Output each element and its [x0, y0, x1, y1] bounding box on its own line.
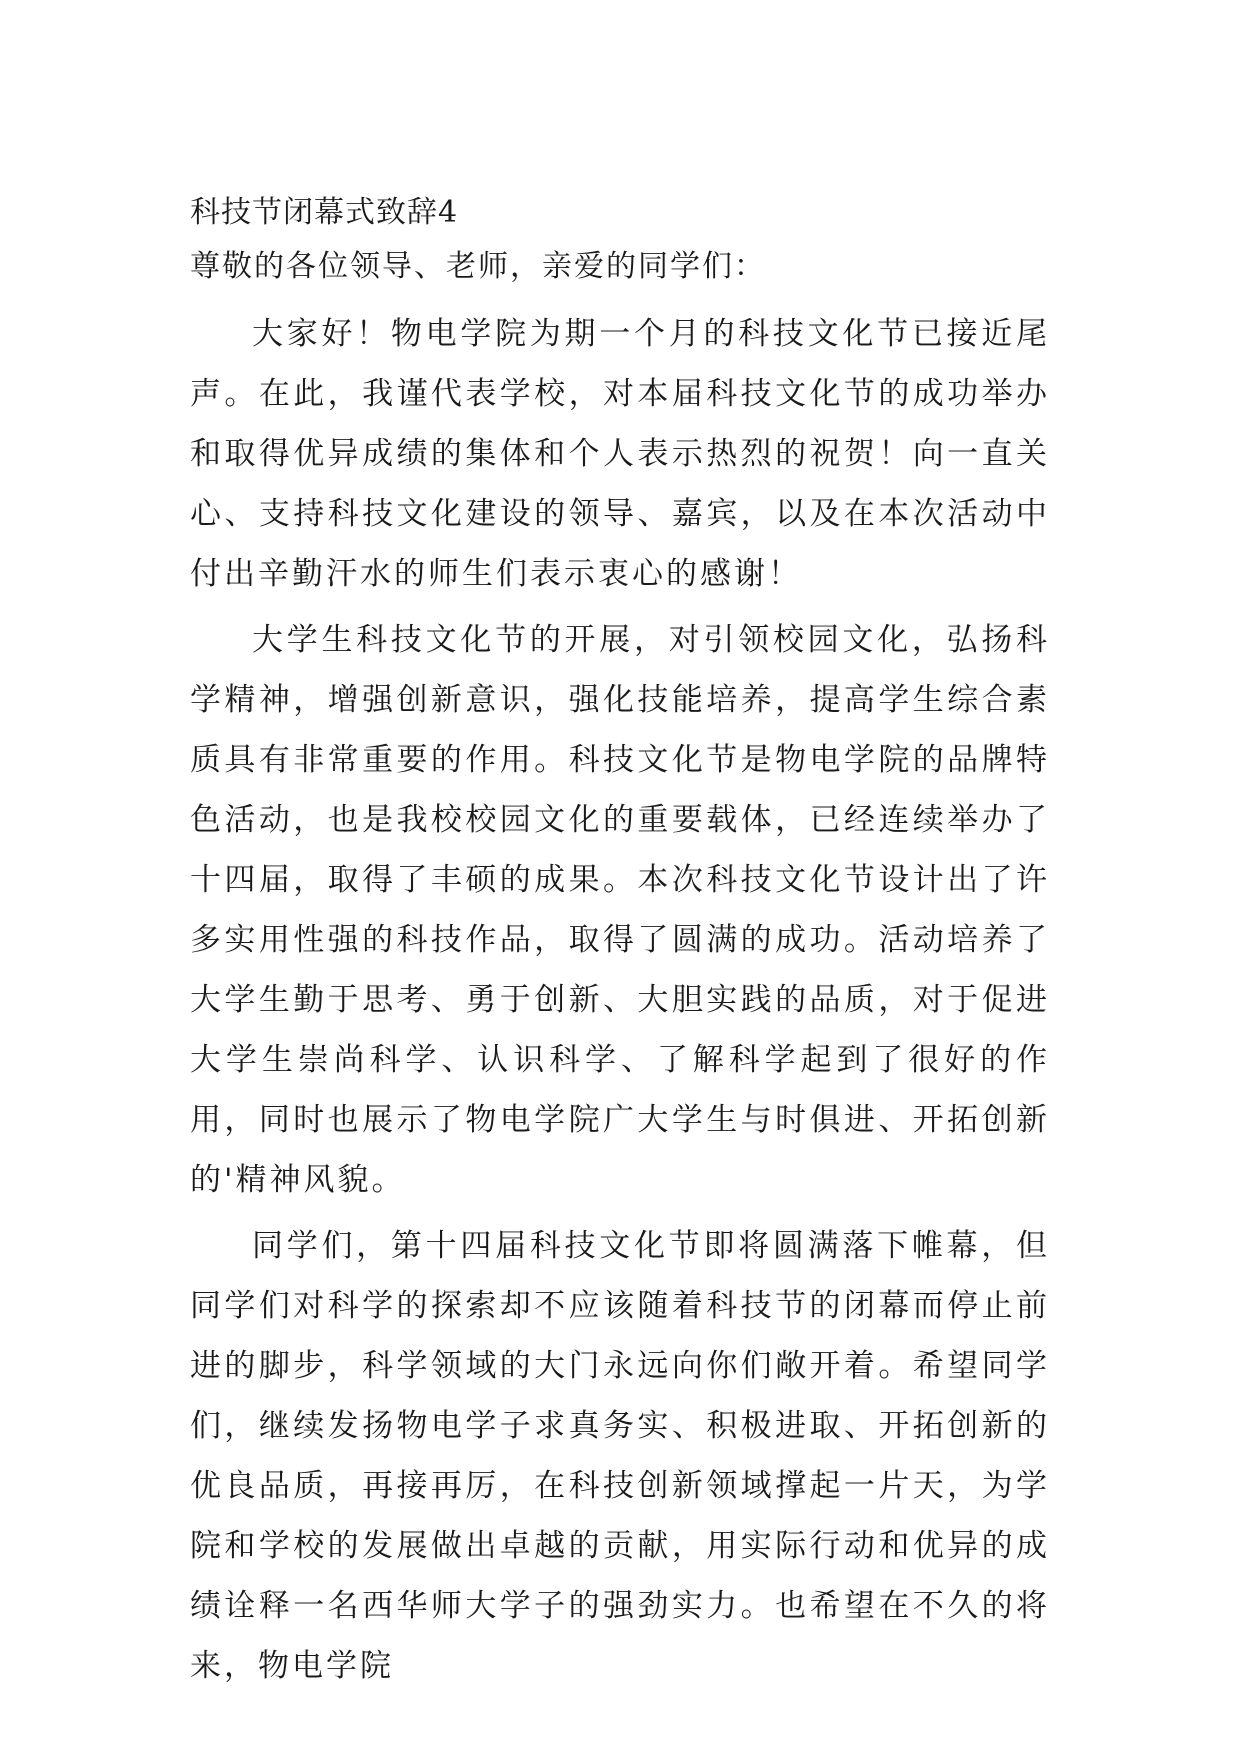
document-body: [190, 190, 1050, 1702]
paragraph-greeting: 大家好！物电学院为期一个月的科技文化节已接近尾声。在此，我谨代表学校，对本届科技文化节的成功举办和取得优异成绩的集体和个人表示热烈的祝贺！向一直关心、支持科技文化建设的领导、嘉宾，以及在本次活动中付出辛勤汗水的师生们表示衷心的感谢！: [190, 316, 1050, 592]
document-title: 科技节闭幕式致辞4: [190, 195, 459, 230]
paragraph-significance: 大学生科技文化节的开展，对引领校园文化，弘扬科学精神，增强创新意识，强化技能培养，提高学生综合素质具有非常重要的作用。科技文化节是物电学院的品牌特色活动，也是我校校园文化的重要载体，已经连续举办了十四届，取得了丰硕的成果。本次科技文化节设计出了许多实用性强的科技作品，取得了圆满的成功。活动培养了大学生勤于思考、勇于创新、大胆实践的品质，对于促进大学生崇尚科学、认识科学、了解科学起到了很好的作用，同时也展示了物电学院广大学生与时俱进、开拓创新的'精神风貌。: [190, 622, 1050, 1198]
salutation: 尊敬的各位领导、老师，亲爱的同学们：: [190, 249, 766, 284]
paragraph-closing: 同学们，第十四届科技文化节即将圆满落下帷幕，但同学们对科学的探索却不应该随着科技节的闭幕而停止前进的脚步，科学领域的大门永远向你们敞开着。希望同学们，继续发扬物电学子求真务实、积极进取、开拓创新的优良品质，再接再厉，在科技创新领域撑起一片天，为学院和学校的发展做出卓越的贡献，用实际行动和优异的成绩诠释一名西华师大学子的强劲实力。也希望在不久的将来，物电学院: [190, 1228, 1050, 1684]
